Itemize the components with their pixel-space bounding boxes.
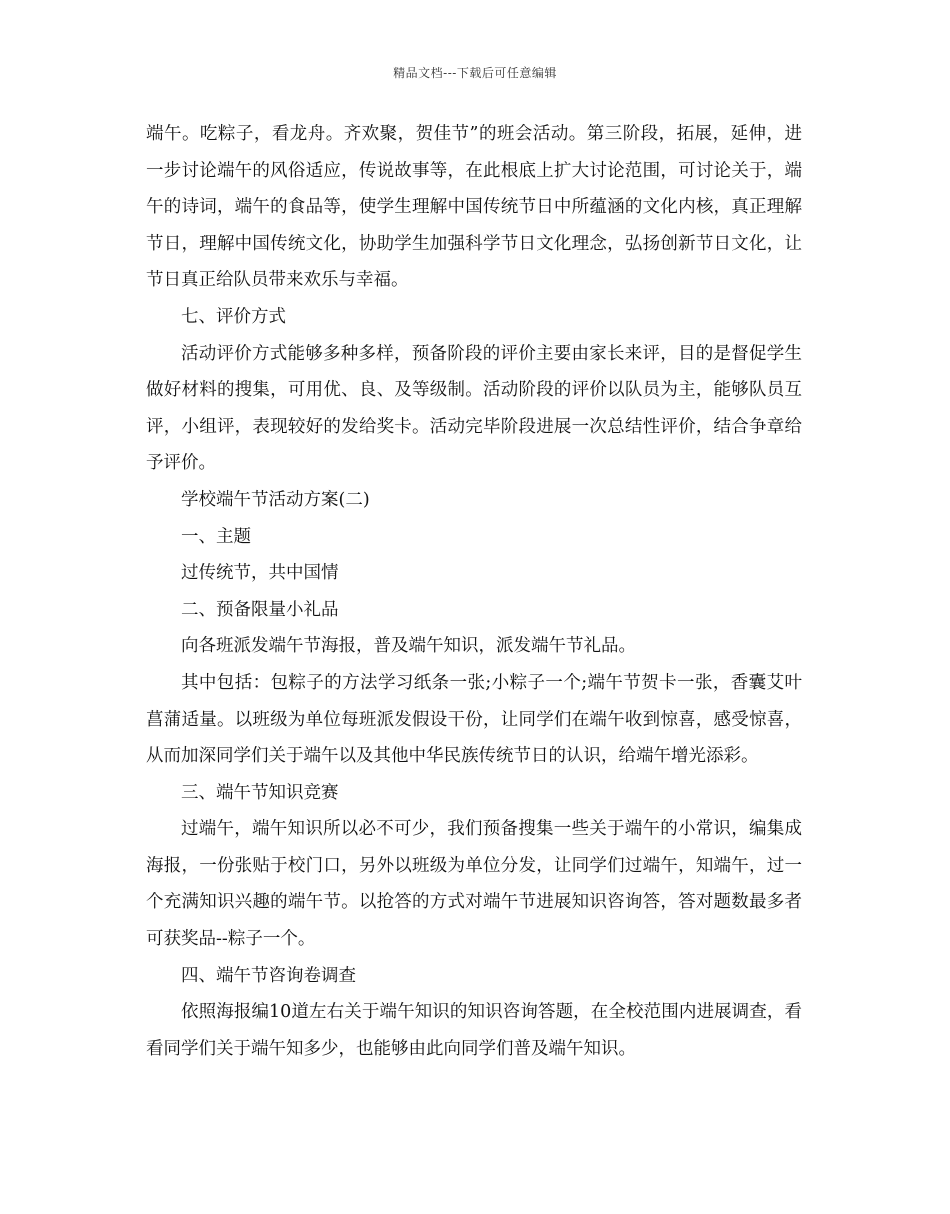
plan-title: 学校端午节活动方案(二) — [181, 489, 370, 510]
document-body — [146, 116, 802, 1067]
paragraph-evaluation: 活动评价方式能够多种多样，预备阶段的评价主要由家长来评，目的是督促学生做好材料的搜集，可用优、良、及等级制。活动阶段的评价以队员为主，能够队员互评，小组评，表现较好的发给奖卡。活动完毕阶段进展一次总结性评价，结合争章给予评价。 — [146, 343, 802, 474]
paragraph-continuation: 端午。吃粽子，看龙舟。齐欢聚，贺佳节”的班会活动。第三阶段，拓展，延伸，进一步讨论端午的风俗适应，传说故事等，在此根底上扩大讨论范围，可讨论关于，端午的诗词，端午的食品等，使学生理解中国传统节日中所蕴涵的文化内核，真正理解节日，理解中国传统文化，协助学生加强科学节日文化理念，弘扬创新节日文化，让节日真正给队员带来欢乐与幸福。 — [146, 124, 802, 291]
paragraph-gifts-detail: 其中包括：包粽子的方法学习纸条一张;小粽子一个;端午节贺卡一张，香囊艾叶菖蒲适量。以班级为单位每班派发假设干份，让同学们在端午收到惊喜，感受惊喜，从而加深同学们关于端午以及其他中华民族传统节日的认识，给端午增光添彩。 — [146, 672, 802, 767]
page-header: 精品文档---下载后可任意编辑 — [393, 66, 557, 80]
section-heading-theme: 一、主题 — [181, 526, 251, 547]
section-heading-gifts: 二、预备限量小礼品 — [181, 599, 339, 620]
paragraph-theme: 过传统节，共中国情 — [181, 563, 339, 584]
section-heading-survey: 四、端午节咨询卷调查 — [181, 965, 356, 986]
paragraph-quiz: 过端午，端午知识所以必不可少，我们预备搜集一些关于端午的小常识，编集成海报，一份张贴于校门口，另外以班级为单位分发，让同学们过端午，知端午，过一个充满知识兴趣的端午节。以抢答的方式对端午节进展知识咨询答，答对题数最多者可获奖品--粽子一个。 — [146, 819, 802, 950]
paragraph-gifts: 向各班派发端午节海报，普及端午知识，派发端午节礼品。 — [181, 636, 636, 657]
section-heading-quiz: 三、端午节知识竞赛 — [181, 782, 339, 803]
paragraph-survey: 依照海报编10道左右关于端午知识的知识咨询答题，在全校范围内进展调查，看看同学们关于端午知多少，也能够由此向同学们普及端午知识。 — [146, 1002, 802, 1059]
section-heading-evaluation: 七、评价方式 — [181, 306, 286, 327]
